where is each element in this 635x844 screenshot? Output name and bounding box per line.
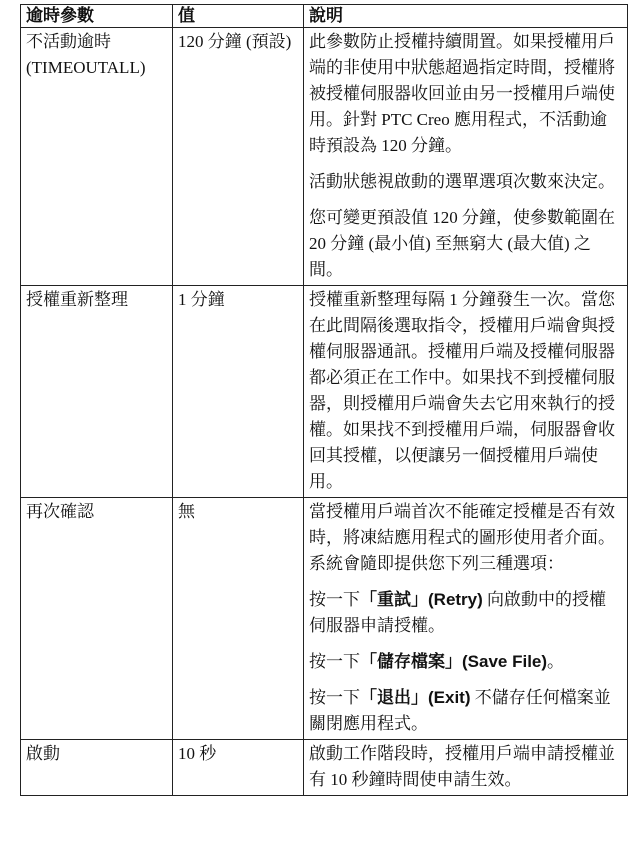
param-cell [21, 28, 173, 286]
description-cell [304, 498, 628, 740]
option-command-exit: 「退出」(Exit) [360, 688, 471, 707]
table-row [21, 740, 628, 796]
description-paragraph: 授權重新整理每隔 1 分鐘發生一次。當您在此間隔後選取指令，授權用戶端會與授權伺服器通訊。授權用戶端及授權伺服器都必須正在工作中。如果找不到授權伺服器，則授權用戶端會失去它用來執行的授權。如果找不到授權用戶端，伺服器會收回其授權，以便讓另一個授權用戶端使用。 [309, 290, 615, 491]
param-name: 不活動逾時 [26, 32, 111, 51]
option-retry [309, 587, 623, 639]
value-cell: 10 秒 [173, 740, 304, 796]
option-suffix: 不儲存任何檔案並關閉應用程式。 [309, 688, 611, 733]
value-cell: 1 分鐘 [173, 286, 304, 498]
option-exit [309, 685, 623, 737]
description-paragraph: 您可變更預設值 120 分鐘，使參數範圍在 20 分鐘 (最小值) 至無窮大 (最大值) 之間。 [309, 208, 615, 279]
table-header-row [21, 5, 628, 28]
param-cell: 啟動 [21, 740, 173, 796]
value-cell: 120 分鐘 (預設) [173, 28, 304, 286]
param-code: (TIMEOUTALL) [26, 58, 146, 77]
option-prefix: 按一下 [309, 688, 360, 707]
description-cell [304, 740, 628, 796]
table-row [21, 498, 628, 740]
param-cell: 授權重新整理 [21, 286, 173, 498]
option-suffix: 向啟動中的授權伺服器申請授權。 [309, 590, 607, 635]
option-prefix: 按一下 [309, 652, 360, 671]
description-paragraph: 活動狀態視啟動的選單選項次數來決定。 [309, 172, 615, 191]
option-prefix: 按一下 [309, 590, 360, 609]
header-description: 說明 [304, 5, 628, 28]
timeout-parameters-table [20, 4, 628, 796]
description-cell [304, 286, 628, 498]
param-cell: 再次確認 [21, 498, 173, 740]
option-save-file [309, 649, 623, 675]
header-value: 值 [173, 5, 304, 28]
description-cell [304, 28, 628, 286]
option-command-retry: 「重試」(Retry) [360, 590, 483, 609]
table-row [21, 286, 628, 498]
header-param: 逾時參數 [21, 5, 173, 28]
option-suffix: 。 [547, 652, 565, 671]
description-paragraph: 啟動工作階段時，授權用戶端申請授權並有 10 秒鐘時間使申請生效。 [309, 744, 615, 789]
option-command-save-file: 「儲存檔案」(Save File) [360, 652, 548, 671]
table-row [21, 28, 628, 286]
value-cell: 無 [173, 498, 304, 740]
description-paragraph: 此參數防止授權持續閒置。如果授權用戶端的非使用中狀態超過指定時間，授權將被授權伺服器收回並由另一授權用戶端使用。針對 PTC Creo 應用程式，不活動逾時預設為 120 分鐘。 [309, 32, 615, 155]
description-paragraph: 當授權用戶端首次不能確定授權是否有效時，將凍結應用程式的圖形使用者介面。系統會隨即提供您下列三種選項： [309, 502, 615, 573]
